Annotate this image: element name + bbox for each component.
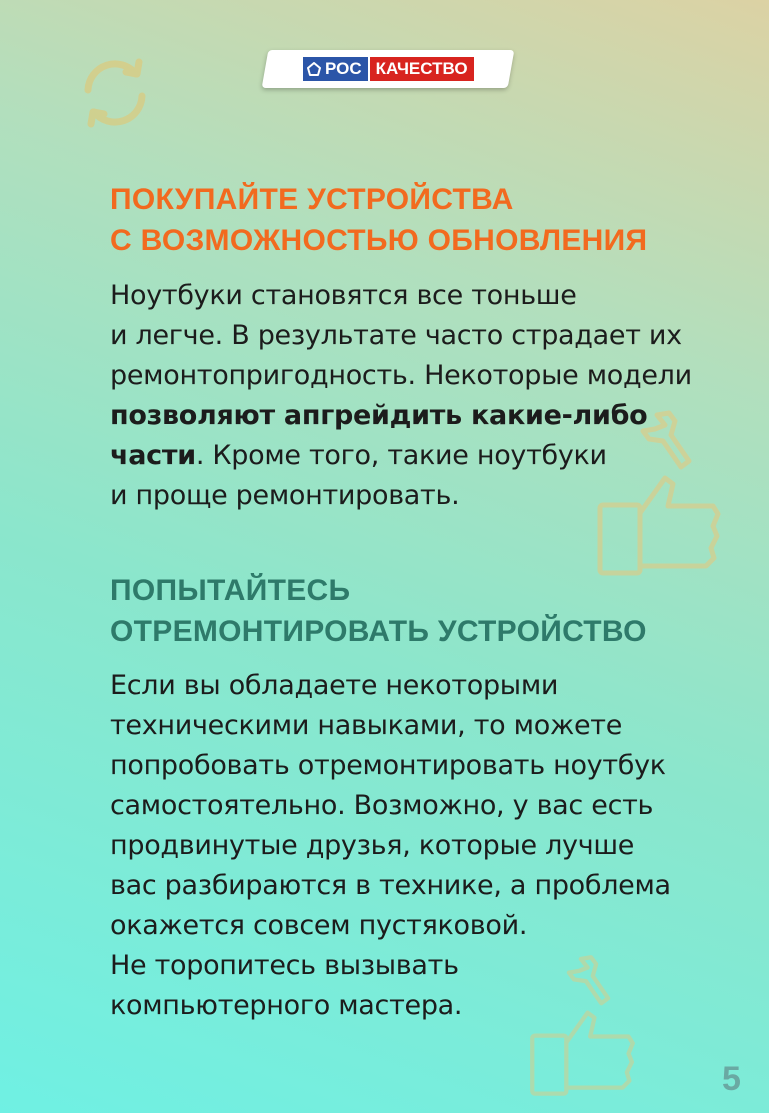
logo-kachestvo-text: КАЧЕСТВО xyxy=(375,59,468,78)
section-2-body xyxy=(110,666,730,1026)
section-1-title-line-1: ПОКУПАЙТЕ УСТРОЙСТВА xyxy=(110,183,514,216)
section-1-line-2: и легче. В результате часто страдает их xyxy=(110,320,682,351)
section-1-line-4-bold: позволяют апгрейдить какие-либо xyxy=(110,400,648,431)
logo-ros-block xyxy=(303,57,368,81)
refresh-icon xyxy=(70,48,160,138)
section-2-title-line-1: ПОПЫТАЙТЕСЬ xyxy=(110,574,351,607)
section-1-body xyxy=(110,276,730,516)
logo-kachestvo-block xyxy=(369,57,473,81)
section-2-title xyxy=(110,570,647,652)
section-2-line-5: продвинутые друзья, которые лучше xyxy=(110,830,635,861)
section-2-line-6: вас разбираются в технике, а проблема xyxy=(110,870,671,901)
section-1-title-line-2: С ВОЗМОЖНОСТЬЮ ОБНОВЛЕНИЯ xyxy=(110,224,648,257)
house-icon xyxy=(307,62,321,76)
section-2-line-4: самостоятельно. Возможно, у вас есть xyxy=(110,790,654,821)
section-1-line-6: и проще ремонтировать. xyxy=(110,480,460,511)
logo-ros-text: РОС xyxy=(324,59,362,78)
section-2-line-2: техническими навыками, то можете xyxy=(110,710,623,741)
section-2-line-8: Не торопитесь вызывать xyxy=(110,950,459,981)
section-2-line-1: Если вы обладаете некоторыми xyxy=(110,670,559,701)
section-2-line-7: окажется совсем пустяковой. xyxy=(110,910,528,941)
section-2-title-line-2: ОТРЕМОНТИРОВАТЬ УСТРОЙСТВО xyxy=(110,615,647,648)
section-2-line-9: компьютерного мастера. xyxy=(110,990,463,1021)
section-1-title xyxy=(110,179,647,261)
section-1-line-5-rest: . Кроме того, такие ноутбуки xyxy=(195,440,607,471)
section-1-line-5-bold: части xyxy=(110,440,196,471)
section-1-line-1: Ноутбуки становятся все тоньше xyxy=(110,280,577,311)
roskachestvo-logo xyxy=(262,50,515,88)
page-number: 5 xyxy=(722,1060,741,1098)
section-2-line-3: попробовать отремонтировать ноутбук xyxy=(110,750,666,781)
section-1-line-3: ремонтопригодность. Некоторые модели xyxy=(110,360,692,391)
